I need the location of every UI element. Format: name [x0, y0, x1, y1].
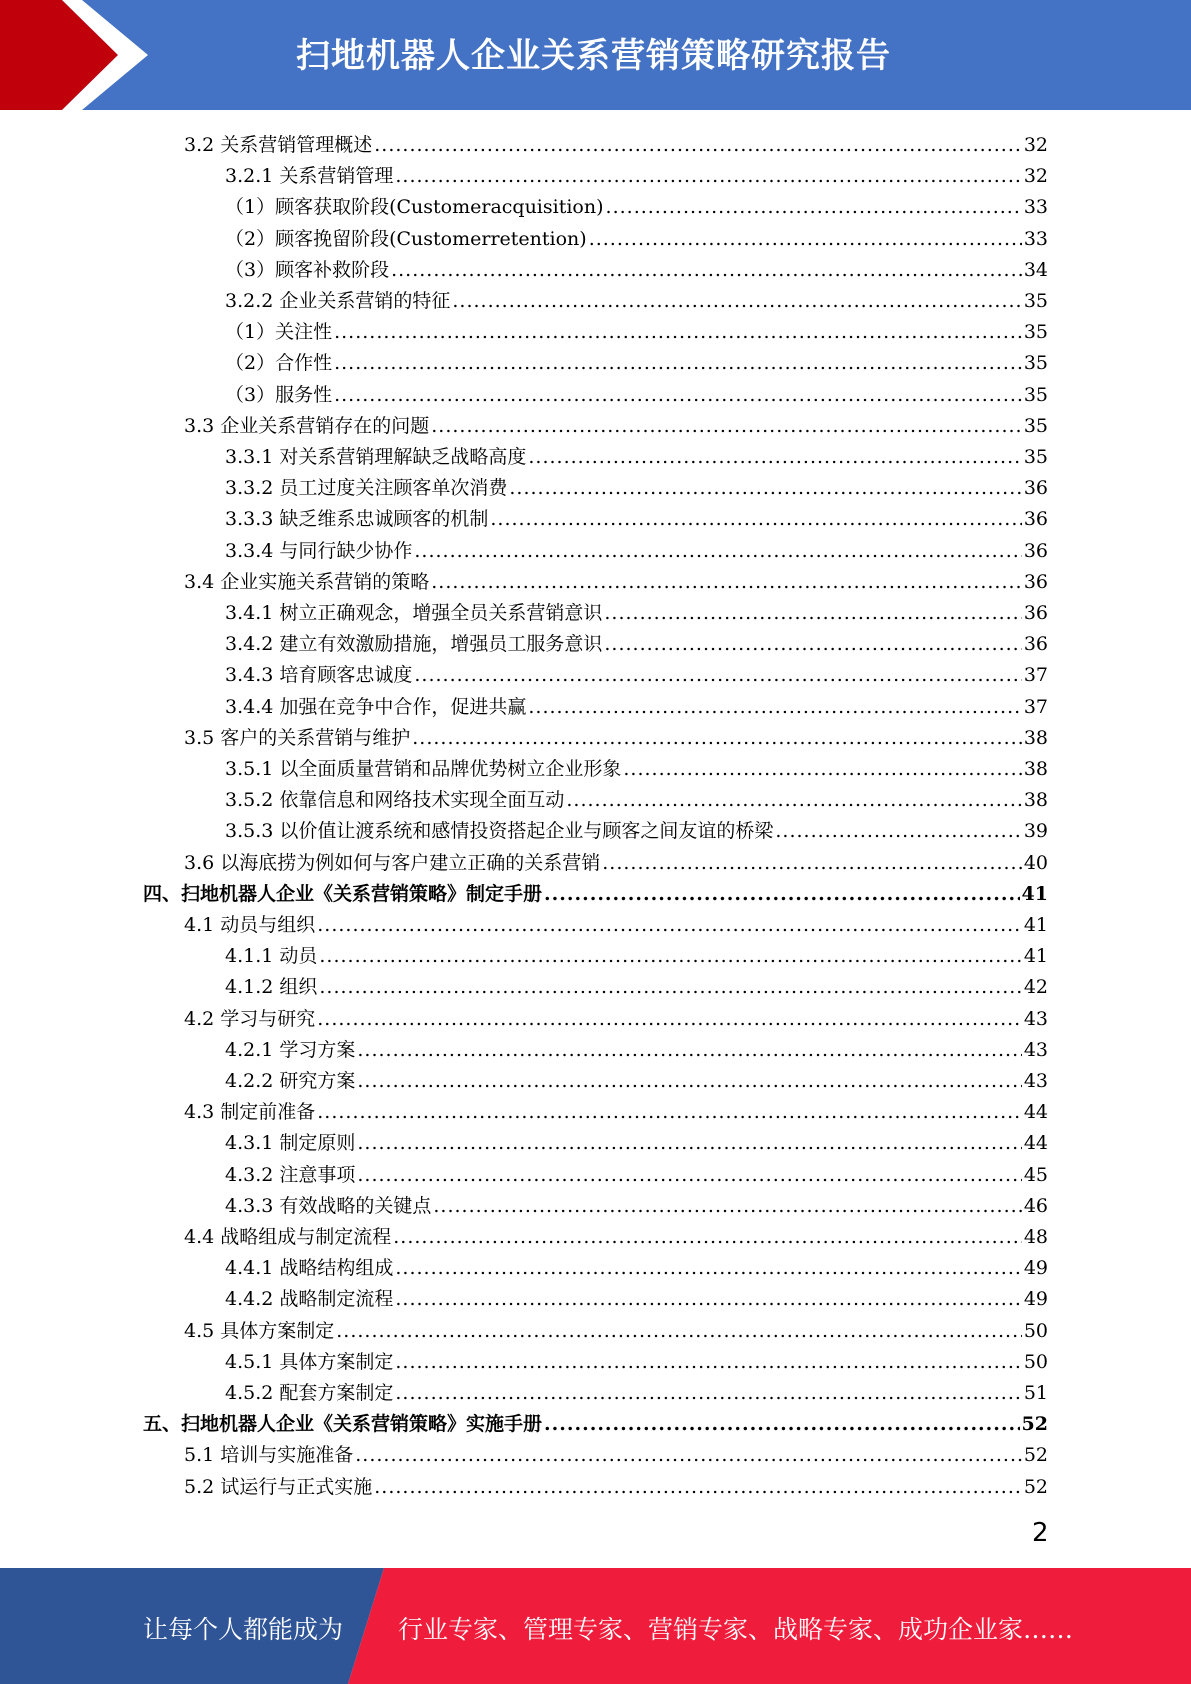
toc-leader-dots: [544, 882, 1020, 906]
toc-entry-title: 3.6 以海底捞为例如何与客户建立正确的关系营销: [184, 851, 601, 874]
toc-entry[interactable]: [225, 594, 1048, 625]
toc-entry[interactable]: [184, 407, 1048, 438]
toc-entry-page: 35: [1023, 352, 1048, 375]
toc-entry[interactable]: [225, 188, 1048, 219]
toc-entry[interactable]: [225, 282, 1048, 313]
toc-entry[interactable]: [225, 968, 1048, 999]
page-number: 2: [1032, 1518, 1049, 1548]
toc-entry[interactable]: [225, 1031, 1048, 1062]
toc-entry[interactable]: [225, 750, 1048, 781]
header-arrow-decoration: [0, 0, 160, 110]
toc-entry-page: 48: [1023, 1226, 1048, 1248]
toc-entry-page: 38: [1023, 758, 1048, 780]
toc-entry[interactable]: [143, 1405, 1048, 1436]
toc-leader-dots: [336, 1319, 1022, 1343]
toc-entry-title: 4.2.2 研究方案: [225, 1070, 356, 1092]
toc-leader-dots: [431, 414, 1022, 438]
toc-leader-dots: [566, 788, 1021, 812]
toc-leader-dots: [357, 1163, 1021, 1187]
toc-leader-dots: [395, 1350, 1021, 1374]
toc-entry[interactable]: [225, 781, 1048, 812]
toc-leader-dots: [357, 1069, 1021, 1093]
toc-entry[interactable]: [225, 625, 1048, 656]
toc-entry-page: 36: [1023, 508, 1048, 531]
toc-entry[interactable]: [184, 1218, 1048, 1249]
toc-entry-title: 3.4.2 建立有效激励措施，增强员工服务意识: [225, 633, 603, 656]
page-footer: [0, 1568, 1191, 1684]
toc-leader-dots: [528, 695, 1021, 719]
toc-entry-title: 4.1.1 动员: [225, 945, 318, 968]
toc-entry[interactable]: [225, 1280, 1048, 1311]
toc-entry[interactable]: [225, 438, 1048, 469]
toc-entry[interactable]: [225, 344, 1048, 375]
toc-entry[interactable]: [225, 1187, 1048, 1218]
toc-entry-title: 4.3.1 制定原则: [225, 1132, 356, 1155]
toc-entry-page: 43: [1023, 1070, 1048, 1092]
toc-entry[interactable]: [225, 532, 1048, 563]
toc-entry-title: 3.5 客户的关系营销与维护: [184, 726, 411, 749]
toc-leader-dots: [395, 164, 1021, 188]
toc-entry-title: 3.3.4 与同行缺少协作: [225, 539, 413, 562]
toc-entry-page: 52: [1023, 1475, 1048, 1498]
toc-entry-page: 41: [1021, 882, 1048, 905]
toc-entry-page: 43: [1023, 1007, 1048, 1030]
toc-entry-title: 3.2.2 企业关系营销的特征: [225, 290, 451, 312]
toc-entry-page: 36: [1023, 477, 1048, 500]
toc-leader-dots: [319, 944, 1021, 968]
toc-leader-dots: [589, 227, 1022, 251]
toc-entry[interactable]: [225, 688, 1048, 719]
toc-entry-page: 37: [1023, 664, 1048, 687]
toc-leader-dots: [317, 1007, 1022, 1031]
toc-entry-title: 4.5 具体方案制定: [184, 1319, 335, 1342]
toc-entry[interactable]: [225, 469, 1048, 500]
toc-entry-title: 4.2 学习与研究: [184, 1007, 316, 1030]
toc-entry-title: 3.4.3 培育顾客忠诚度: [225, 664, 413, 687]
toc-entry-title: 3.3 企业关系营销存在的问题: [184, 414, 430, 437]
toc-entry[interactable]: [184, 906, 1048, 937]
toc-entry[interactable]: [225, 1343, 1048, 1374]
toc-entry-title: 4.4 战略组成与制定流程: [184, 1226, 392, 1248]
toc-entry-page: 42: [1023, 976, 1048, 999]
toc-leader-dots: [395, 1287, 1021, 1311]
toc-entry-page: 32: [1023, 165, 1048, 188]
toc-entry-title: 3.5.2 依靠信息和网络技术实现全面互动: [225, 789, 565, 812]
toc-entry[interactable]: [184, 126, 1048, 157]
toc-entry-page: 39: [1023, 820, 1048, 843]
toc-entry[interactable]: [184, 563, 1048, 594]
toc-entry-page: 33: [1023, 196, 1048, 219]
toc-entry-page: 52: [1021, 1413, 1048, 1436]
toc-entry-title: （3）服务性: [225, 383, 333, 406]
toc-entry-title: 5.1 培训与实施准备: [184, 1444, 354, 1467]
toc-entry-title: 5.2 试运行与正式实施: [184, 1475, 373, 1498]
toc-leader-dots: [602, 851, 1022, 875]
toc-leader-dots: [319, 975, 1021, 999]
toc-entry[interactable]: [143, 875, 1048, 906]
toc-entry-page: 46: [1023, 1194, 1048, 1217]
toc-entry-page: 36: [1023, 602, 1048, 624]
toc-entry[interactable]: [184, 1000, 1048, 1031]
toc-entry-title: 4.1 动员与组织: [184, 914, 316, 936]
toc-entry-page: 38: [1023, 789, 1048, 812]
toc-leader-dots: [528, 445, 1021, 469]
toc-entry[interactable]: [225, 1156, 1048, 1187]
toc-entry-title: 四、扫地机器人企业《关系营销策略》制定手册: [143, 882, 543, 905]
toc-leader-dots: [393, 1225, 1022, 1249]
toc-entry[interactable]: [184, 844, 1048, 875]
toc-entry[interactable]: [184, 719, 1048, 750]
toc-entry-page: 38: [1023, 726, 1048, 749]
toc-entry-title: 3.4.4 加强在竞争中合作，促进共赢: [225, 695, 527, 718]
toc-entry[interactable]: [225, 937, 1048, 968]
toc-entry-title: 3.4.1 树立正确观念，增强全员关系营销意识: [225, 602, 603, 624]
toc-entry-title: 4.4.2 战略制定流程: [225, 1288, 394, 1311]
toc-entry-page: 45: [1023, 1163, 1048, 1186]
toc-entry-title: 4.5.2 配套方案制定: [225, 1382, 394, 1404]
toc-leader-dots: [414, 539, 1021, 563]
toc-entry-page: 40: [1023, 851, 1048, 874]
toc-entry-page: 50: [1023, 1350, 1048, 1373]
toc-leader-dots: [452, 289, 1021, 313]
toc-entry[interactable]: [225, 1124, 1048, 1155]
toc-entry-page: 36: [1023, 539, 1048, 562]
report-title: 扫地机器人企业关系营销策略研究报告: [296, 36, 891, 76]
toc-entry[interactable]: [184, 1312, 1048, 1343]
toc-leader-dots: [544, 1412, 1020, 1436]
toc-entry-page: 35: [1023, 446, 1048, 468]
page-header: [0, 0, 1191, 110]
toc-entry-page: 49: [1023, 1288, 1048, 1311]
toc-leader-dots: [391, 258, 1022, 282]
toc-entry-page: 33: [1023, 227, 1048, 250]
toc-entry-page: 44: [1023, 1101, 1048, 1124]
toc-leader-dots: [374, 133, 1022, 157]
toc-entry-page: 32: [1023, 134, 1048, 156]
toc-entry-title: 3.3.1 对关系营销理解缺乏战略高度: [225, 446, 527, 468]
toc-entry-title: 4.2.1 学习方案: [225, 1038, 356, 1061]
toc-leader-dots: [334, 320, 1022, 344]
toc-leader-dots: [357, 1038, 1021, 1062]
toc-entry[interactable]: [225, 313, 1048, 344]
toc-entry-title: （2）合作性: [225, 352, 333, 375]
toc-leader-dots: [395, 1256, 1021, 1280]
toc-entry-title: 3.3.2 员工过度关注顾客单次消费: [225, 477, 508, 500]
toc-leader-dots: [374, 1475, 1022, 1499]
toc-entry[interactable]: [225, 500, 1048, 531]
toc-leader-dots: [334, 383, 1022, 407]
toc-entry-title: （1）顾客获取阶段(Customeracquisition): [225, 196, 604, 219]
toc-leader-dots: [412, 726, 1022, 750]
toc-entry[interactable]: [225, 157, 1048, 188]
toc-entry-title: 4.3.3 有效战略的关键点: [225, 1194, 432, 1217]
toc-entry[interactable]: [225, 656, 1048, 687]
toc-entry-page: 35: [1023, 290, 1048, 312]
toc-leader-dots: [334, 351, 1022, 375]
toc-leader-dots: [604, 632, 1021, 656]
toc-leader-dots: [431, 570, 1022, 594]
toc-entry-title: 4.1.2 组织: [225, 976, 318, 999]
toc-entry-page: 41: [1023, 945, 1048, 968]
toc-leader-dots: [490, 507, 1021, 531]
toc-entry[interactable]: [225, 812, 1048, 843]
footer-slogan-left: 让每个人都能成为: [143, 1615, 344, 1644]
toc-leader-dots: [509, 476, 1021, 500]
toc-entry-page: 34: [1023, 258, 1048, 281]
toc-entry[interactable]: [184, 1468, 1048, 1499]
toc-entry-title: 3.5.1 以全面质量营销和品牌优势树立企业形象: [225, 758, 622, 780]
toc-leader-dots: [775, 819, 1021, 843]
toc-entry[interactable]: [225, 376, 1048, 407]
footer-slogan-right: 行业专家、管理专家、营销专家、战略专家、成功企业家……: [398, 1615, 1074, 1644]
toc-entry-page: 49: [1023, 1257, 1048, 1280]
toc-entry-page: 41: [1023, 914, 1048, 936]
toc-leader-dots: [623, 757, 1021, 781]
toc-entry[interactable]: [225, 251, 1048, 282]
toc-entry-page: 44: [1023, 1132, 1048, 1155]
toc-entry-page: 36: [1023, 633, 1048, 656]
toc-entry[interactable]: [184, 1093, 1048, 1124]
toc-entry-title: 4.5.1 具体方案制定: [225, 1350, 394, 1373]
toc-entry-page: 35: [1023, 414, 1048, 437]
toc-entry-title: 3.5.3 以价值让渡系统和感情投资搭起企业与顾客之间友谊的桥梁: [225, 820, 774, 843]
toc-entry[interactable]: [225, 220, 1048, 251]
toc-entry[interactable]: [184, 1436, 1048, 1467]
toc-entry-page: 37: [1023, 695, 1048, 718]
toc-entry-title: 3.2 关系营销管理概述: [184, 134, 373, 156]
toc-leader-dots: [433, 1194, 1021, 1218]
toc-entry-title: 4.4.1 战略结构组成: [225, 1257, 394, 1280]
toc-entry[interactable]: [225, 1249, 1048, 1280]
toc-entry-page: 35: [1023, 383, 1048, 406]
toc-entry-title: 3.3.3 缺乏维系忠诚顾客的机制: [225, 508, 489, 531]
toc-entry-page: 51: [1023, 1382, 1048, 1404]
toc-entry-page: 36: [1023, 570, 1048, 593]
toc-entry-title: 4.3 制定前准备: [184, 1101, 316, 1124]
toc-leader-dots: [317, 1100, 1022, 1124]
toc-leader-dots: [355, 1443, 1022, 1467]
toc-entry-title: （3）顾客补救阶段: [225, 258, 390, 281]
toc-entry[interactable]: [225, 1062, 1048, 1093]
toc-entry-title: （2）顾客挽留阶段(Customerretention): [225, 227, 587, 250]
toc-entry[interactable]: [225, 1374, 1048, 1405]
toc-entry-title: 五、扫地机器人企业《关系营销策略》实施手册: [143, 1413, 543, 1436]
toc-entry-page: 43: [1023, 1038, 1048, 1061]
toc-leader-dots: [357, 1131, 1021, 1155]
toc-leader-dots: [606, 195, 1022, 219]
toc-entry-page: 50: [1023, 1319, 1048, 1342]
toc-entry-page: 52: [1023, 1444, 1048, 1467]
toc-entry-title: 3.2.1 关系营销管理: [225, 165, 394, 188]
toc-entry-page: 35: [1023, 321, 1048, 344]
toc-leader-dots: [317, 913, 1022, 937]
toc-entry-title: 4.3.2 注意事项: [225, 1163, 356, 1186]
toc-leader-dots: [414, 663, 1021, 687]
toc-leader-dots: [395, 1381, 1021, 1405]
toc-leader-dots: [604, 601, 1021, 625]
toc-entry-title: （1）关注性: [225, 321, 333, 344]
toc-entry-title: 3.4 企业实施关系营销的策略: [184, 570, 430, 593]
